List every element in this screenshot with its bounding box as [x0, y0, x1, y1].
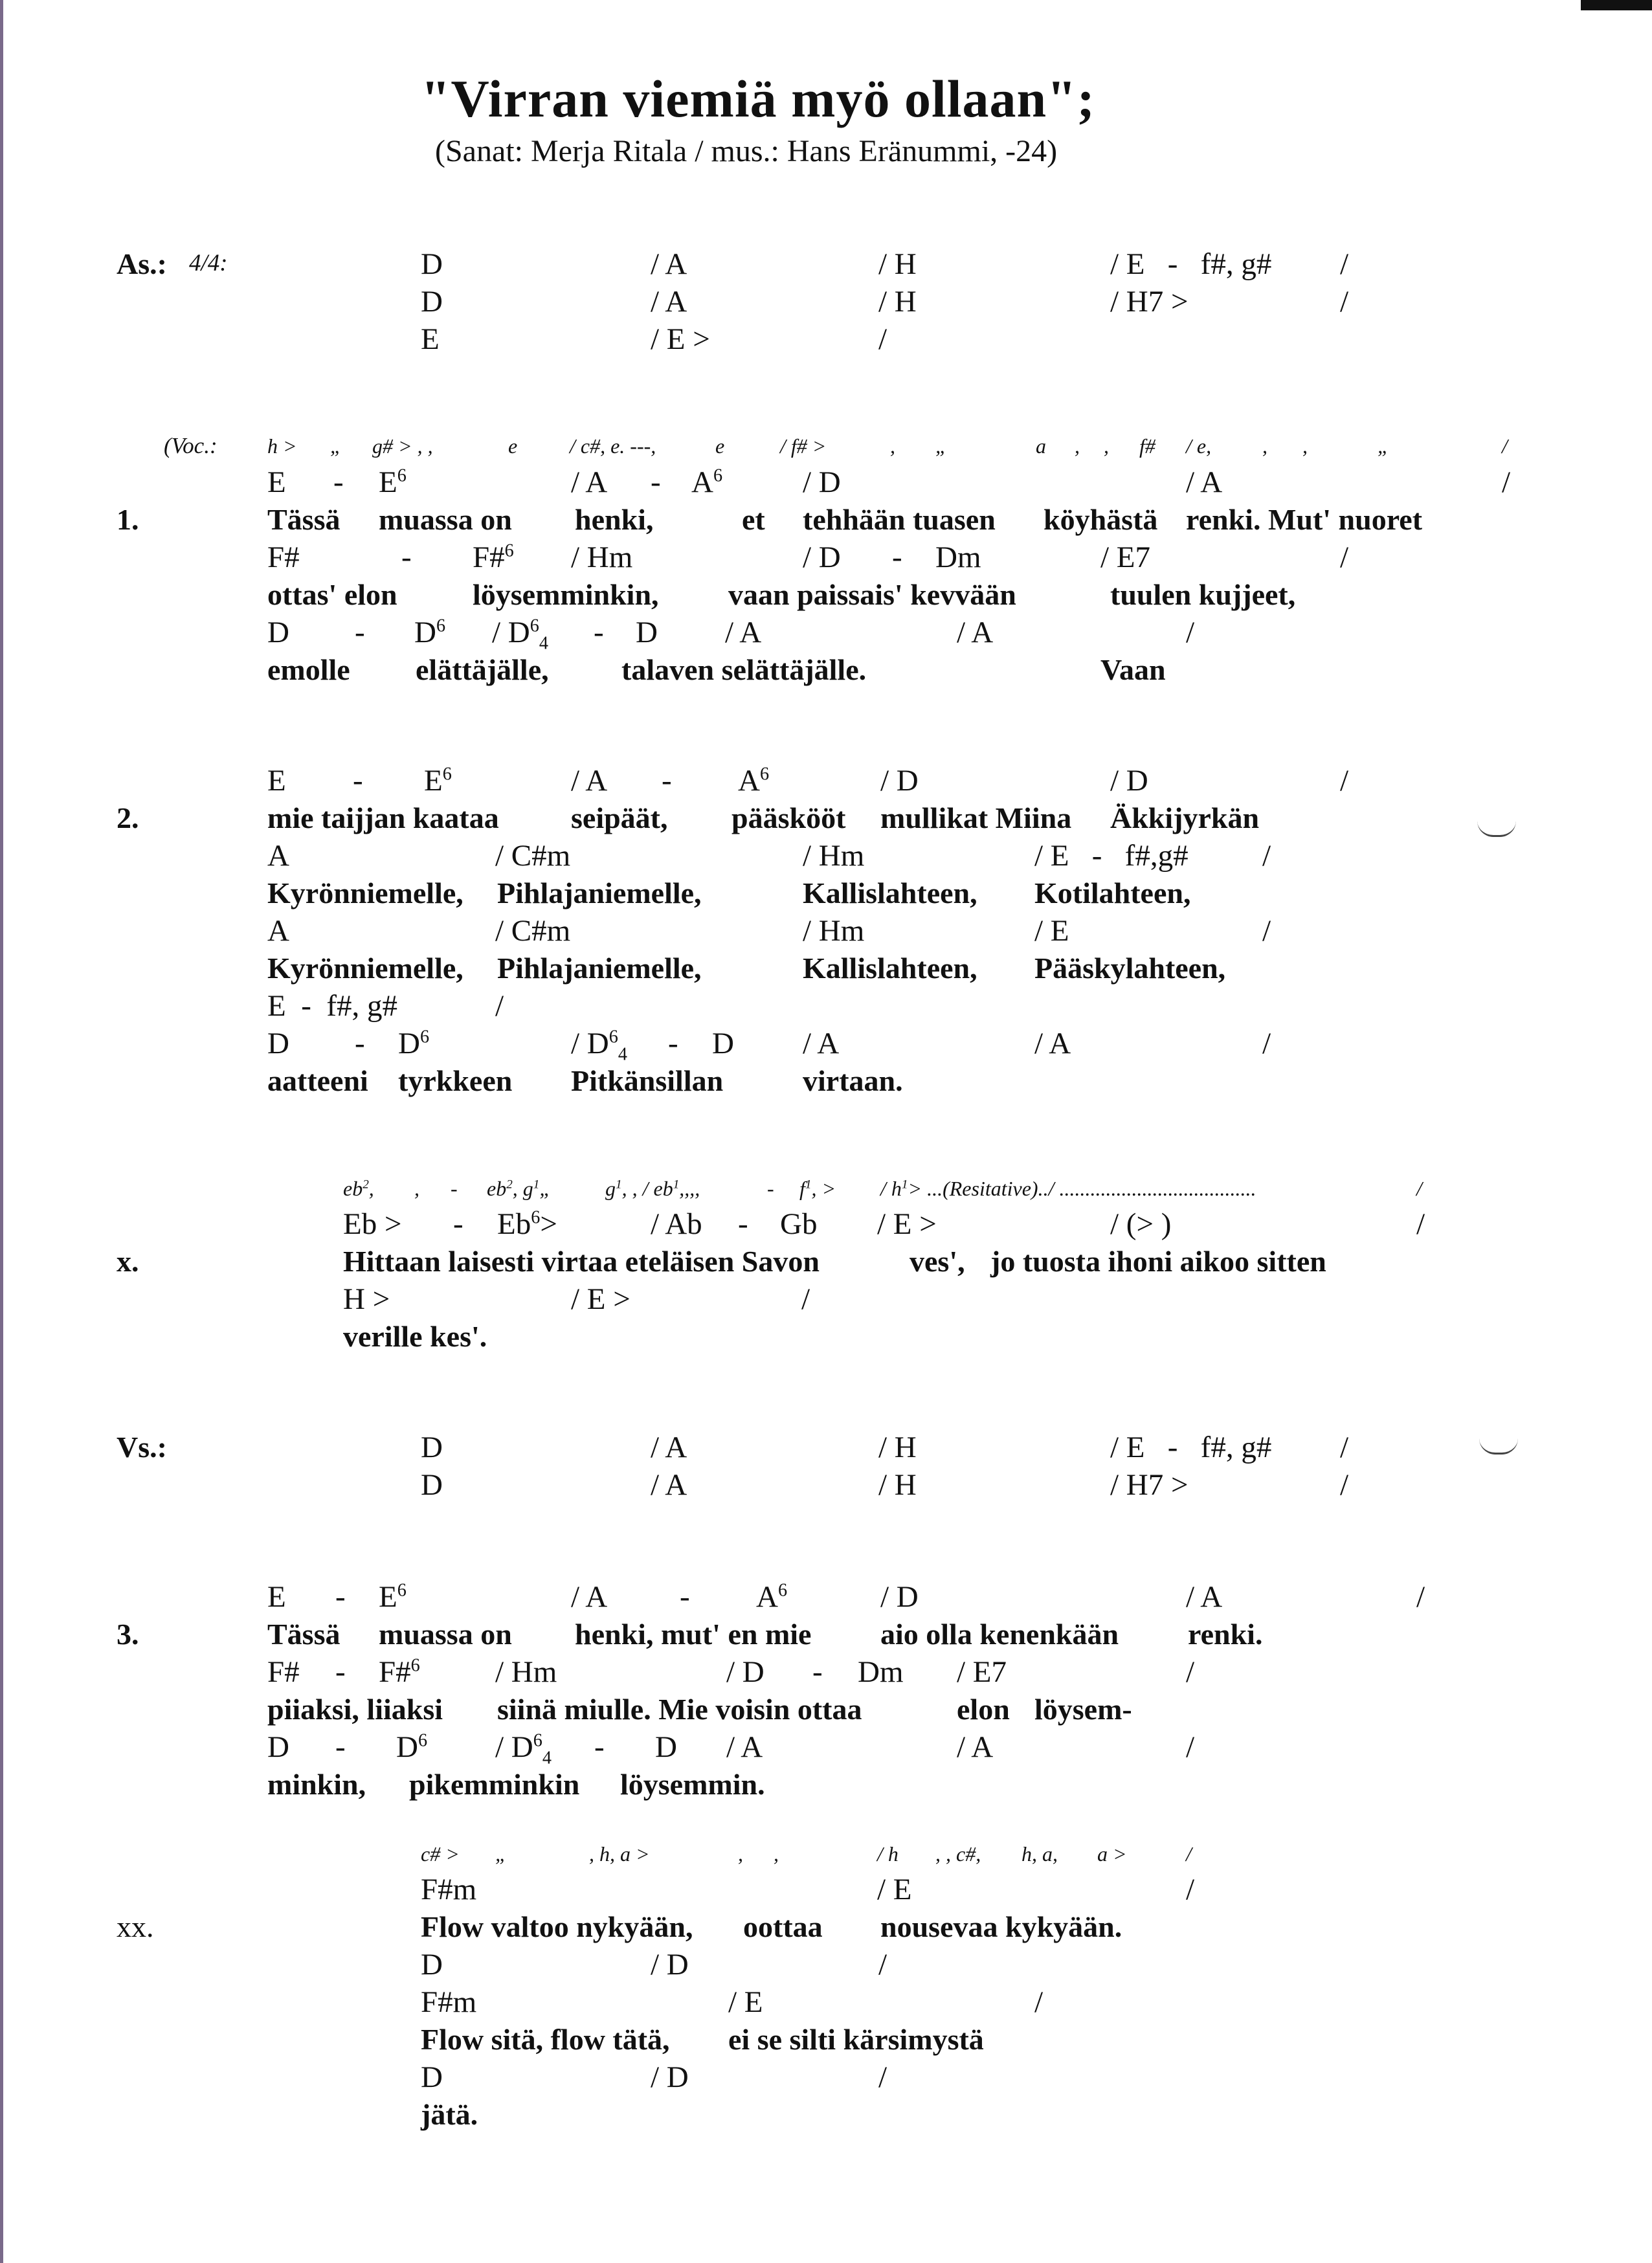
lyric: elon [957, 1693, 1010, 1726]
chord: / E [728, 1985, 763, 2019]
melody-note: „ [495, 1842, 507, 1866]
lyric: henki, mut' en mie [575, 1618, 812, 1651]
melody-note: e [508, 434, 518, 458]
bar-line: / [1340, 764, 1349, 797]
bar-line: / [878, 322, 887, 356]
melody-note: c# > [421, 1842, 460, 1866]
lyric: Kyrönniemelle, [267, 876, 463, 909]
chord: D [267, 1730, 289, 1764]
chord: / E7 [1100, 541, 1151, 574]
lyric: virtaan. [803, 1064, 903, 1097]
chord: D [267, 1027, 289, 1060]
chord: $D^6$ [398, 1027, 430, 1060]
bar-line: / [1416, 1580, 1425, 1614]
melody-note: - [767, 1177, 774, 1200]
lyric: Tässä [267, 1618, 340, 1651]
melody-note: / h [877, 1842, 899, 1866]
chord: / E [877, 1873, 912, 1906]
scan-blemish [1479, 1438, 1518, 1455]
chord: $E^6$ [379, 1580, 407, 1614]
label-outro: Vs.: [117, 1431, 167, 1464]
label-verse-1: 1. [117, 503, 139, 536]
chord: / D [803, 541, 841, 574]
lyric: Flow valtoo nykyään, [421, 1910, 693, 1943]
chord: - [355, 616, 365, 649]
chord: E [267, 465, 286, 499]
chord: - [892, 541, 902, 574]
bar-line: / [1186, 1730, 1195, 1764]
chord: / Hm [495, 1655, 557, 1689]
chord: / D [651, 2060, 689, 2094]
chord: / A [1034, 1027, 1071, 1060]
chord: / A [651, 247, 687, 281]
chord: - [353, 764, 363, 797]
chord: F#m [421, 1873, 477, 1906]
melody-note: , [774, 1842, 779, 1866]
chord: / A [651, 285, 687, 318]
chord: - [335, 1730, 346, 1764]
chord: $Eb^6>$ [497, 1207, 557, 1241]
lyric: Pääskylahteen, [1034, 952, 1226, 985]
chord: - [355, 1027, 365, 1060]
chord: $D^6$ [414, 616, 446, 649]
lyric: Pihlajaniemelle, [497, 876, 702, 909]
chord: - [812, 1655, 823, 1689]
page-title: "Virran viemiä myö ollaan"; [421, 69, 1095, 128]
melody-note: - [451, 1177, 458, 1200]
chord: D [421, 2060, 443, 2094]
lyric: löysemminkin, [473, 578, 659, 611]
lyric: vaan paissais' kevvään [728, 578, 1016, 611]
bar-line: / [495, 989, 504, 1023]
chord: / H [878, 1468, 917, 1502]
chord: - [333, 465, 344, 499]
chord: - [594, 616, 604, 649]
chord: / H [878, 1431, 917, 1464]
lyric: löysem- [1034, 1693, 1132, 1726]
label-verse-3: 3. [117, 1618, 139, 1651]
lyric: Äkkijyrkän [1110, 801, 1260, 834]
chord: A [267, 914, 289, 948]
lyric: renki. Mut' nuoret [1186, 503, 1423, 536]
page-subtitle: (Sanat: Merja Ritala / mus.: Hans Eränummi, -24) [435, 134, 1058, 168]
chord: / E - f#,g# [1034, 839, 1189, 873]
chord: / Hm [571, 541, 633, 574]
chord: - [335, 1655, 346, 1689]
lyric: Kyrönniemelle, [267, 952, 463, 985]
melody-note: $eb^2$, $g^1„$ [487, 1177, 552, 1200]
lyric: mullikat Miina [880, 801, 1072, 834]
bar-line: / [1502, 434, 1508, 458]
chord: F# [267, 541, 300, 574]
chord: / A [803, 1027, 840, 1060]
bar-line: / [1340, 541, 1349, 574]
chord: / $D^6_4$ [495, 1730, 552, 1768]
lyric: Hittaan laisesti virtaa eteläisen Savon [343, 1245, 820, 1278]
chord: - [594, 1730, 605, 1764]
chord: - [668, 1027, 678, 1060]
chord: Gb [780, 1207, 818, 1241]
bar-line: / [1340, 285, 1349, 318]
melody-note: $g^1$, , / $eb^1$,,,, [605, 1177, 700, 1200]
chord: - [738, 1207, 748, 1241]
chord: D [421, 1468, 443, 1502]
chord: F#$^6$ [379, 1655, 420, 1689]
melody-note: $eb^2$, [343, 1177, 374, 1200]
chord: / H7 > [1110, 285, 1189, 318]
lyric: Kallislahteen, [803, 876, 977, 909]
lyric: muassa on [379, 503, 512, 536]
lyric: jo tuosta ihoni aikoo sitten [990, 1245, 1326, 1278]
lyric: ei se silti kärsimystä [728, 2023, 984, 2056]
chord: / E7 [957, 1655, 1007, 1689]
scan-blemish [1477, 821, 1516, 837]
chord: / Ab [651, 1207, 702, 1241]
chord: E [267, 1580, 286, 1614]
chord: / $D^6_4$ [492, 616, 548, 654]
chord: / C#m [495, 914, 571, 948]
chord: - [401, 541, 412, 574]
chord: E [421, 322, 440, 356]
chord: $E^6$ [379, 465, 407, 499]
lyric: tuulen kujjeet, [1110, 578, 1296, 611]
chord: Eb > [343, 1207, 402, 1241]
chord: / Hm [803, 914, 865, 948]
melody-note: a > [1097, 1842, 1127, 1866]
lyric: pikemminkin [409, 1768, 580, 1801]
melody-note: , [1262, 434, 1267, 458]
lyric: Vaan [1100, 653, 1166, 686]
chord: $E^6$ [424, 764, 452, 797]
chord: / A [1186, 1580, 1223, 1614]
lyric: ves', [910, 1245, 965, 1278]
label-voc: (Voc.: [164, 433, 218, 458]
lyric: mie taijjan kaataa [267, 801, 499, 834]
lyric: et [742, 503, 765, 536]
chord: / A [957, 1730, 994, 1764]
chord: / A [726, 1730, 763, 1764]
chord: / E > [651, 322, 710, 356]
lyric: seipäät, [571, 801, 668, 834]
lyric: nousevaa kykyään. [880, 1910, 1122, 1943]
chord: / A [571, 764, 608, 797]
chord: $D^6$ [396, 1730, 428, 1764]
melody-note: , [890, 434, 895, 458]
bar-line: / [1186, 616, 1195, 649]
chord: / E > [877, 1207, 937, 1241]
bar-line: / [1186, 1655, 1195, 1689]
melody-note: „ [935, 434, 947, 458]
lyric: Pitkänsillan [571, 1064, 724, 1097]
bar-line: / [1262, 1027, 1271, 1060]
chord: / A [571, 465, 608, 499]
chord: - [453, 1207, 463, 1241]
melody-note: / c#, e. ---, [570, 434, 656, 458]
scan-corner-mark [1581, 0, 1652, 10]
chord: F#m [421, 1985, 477, 2019]
melody-note: / $h^1>$ ...(Resitative)../ ...................................... [880, 1177, 1256, 1200]
chord: - [335, 1580, 346, 1614]
label-verse-2: 2. [117, 801, 139, 834]
bar-line: / [1340, 1431, 1349, 1464]
melody-note: , [1075, 434, 1080, 458]
bar-line: / [878, 1948, 887, 1981]
lyric: Pihlajaniemelle, [497, 952, 702, 985]
melody-note: , [414, 1177, 419, 1200]
chord: - [662, 764, 672, 797]
chord: / A [651, 1431, 687, 1464]
chord: - [651, 465, 661, 499]
melody-note: , [1302, 434, 1308, 458]
chord: / D [803, 465, 841, 499]
lyric: köyhästä [1044, 503, 1158, 536]
chord: D [421, 1431, 443, 1464]
lyric: ottas' elon [267, 578, 397, 611]
label-intro-time: 4/4: [189, 250, 228, 276]
melody-note: , [1104, 434, 1109, 458]
melody-note: „ [330, 434, 342, 458]
chord: $A^6$ [756, 1580, 788, 1614]
bar-line: / [1340, 1468, 1349, 1502]
bar-line: / [1034, 1985, 1044, 2019]
lyric: minkin, [267, 1768, 366, 1801]
melody-note: / e, [1186, 434, 1212, 458]
lyric: jätä. [421, 2098, 478, 2131]
lyric: emolle [267, 653, 350, 686]
chord: F#$^6$ [473, 541, 514, 574]
chord: D [655, 1730, 677, 1764]
label-intro: As.: [117, 247, 167, 280]
chord: F# [267, 1655, 300, 1689]
chord: / D [726, 1655, 765, 1689]
chord: / H [878, 247, 917, 281]
chord: Dm [935, 541, 981, 574]
bar-line: / [1416, 1177, 1422, 1200]
chord: / E [1034, 914, 1069, 948]
lyric: henki, [575, 503, 654, 536]
lyric: muassa on [379, 1618, 512, 1651]
chord: Dm [858, 1655, 904, 1689]
lyric: renki. [1188, 1618, 1263, 1651]
lyric: siinä miulle. Mie voisin ottaa [497, 1693, 862, 1726]
lyric: aio olla kenenkään [880, 1618, 1119, 1651]
page-left-edge [0, 0, 3, 2263]
chord: $A^6$ [691, 465, 723, 499]
chord: D [636, 616, 658, 649]
lyric: löysemmin. [620, 1768, 765, 1801]
chord: / D [880, 1580, 919, 1614]
melody-note: / f# > [780, 434, 827, 458]
melody-note: a [1036, 434, 1046, 458]
chord: D [712, 1027, 734, 1060]
lyric: Tässä [267, 503, 340, 536]
label-verse-xx: xx. [117, 1910, 154, 1943]
chord: / D [1110, 764, 1148, 797]
chord: D [267, 616, 289, 649]
melody-note: e [715, 434, 725, 458]
lyric: talaven selättäjälle. [621, 653, 867, 686]
bar-line: / [1502, 465, 1511, 499]
chord: / A [571, 1580, 608, 1614]
melody-note: „ [1378, 434, 1389, 458]
bar-line: / [1186, 1842, 1192, 1866]
chord: / Hm [803, 839, 865, 873]
chord: D [421, 247, 443, 281]
melody-note: f# [1139, 434, 1155, 458]
lyric: piiaksi, liiaksi [267, 1693, 443, 1726]
chord: / D [651, 1948, 689, 1981]
chord: H > [343, 1282, 390, 1316]
melody-note: , [738, 1842, 743, 1866]
bar-line: / [878, 2060, 887, 2094]
lyric: Kallislahteen, [803, 952, 977, 985]
label-verse-x: x. [117, 1245, 139, 1278]
chord: / H7 > [1110, 1468, 1189, 1502]
bar-line: / [1186, 1873, 1195, 1906]
chord: / A [725, 616, 762, 649]
chord: / D [880, 764, 919, 797]
melody-note: , , c#, [935, 1842, 981, 1866]
lyric: verille kes'. [343, 1320, 487, 1353]
melody-note: g# > , , [372, 434, 433, 458]
melody-note: h, a, [1021, 1842, 1058, 1866]
bar-line: / [1340, 247, 1349, 281]
chord: $A^6$ [738, 764, 770, 797]
chord: / E > [571, 1282, 631, 1316]
lyric: tyrkkeen [398, 1064, 513, 1097]
bar-line: / [1262, 914, 1271, 948]
chord: / E - f#, g# [1110, 247, 1272, 281]
chord: / C#m [495, 839, 571, 873]
chord: E [267, 764, 286, 797]
chord: / $D^6_4$ [571, 1027, 627, 1065]
lyric: oottaa [743, 1910, 823, 1943]
bar-line: / [801, 1282, 810, 1316]
lyric: pääskööt [731, 801, 846, 834]
melody-note: $f^1$, > [799, 1177, 836, 1200]
chord: / A [957, 616, 994, 649]
chord: / H [878, 285, 917, 318]
chord: / (> ) [1110, 1207, 1172, 1241]
chord: / A [651, 1468, 687, 1502]
lyric: elättäjälle, [416, 653, 549, 686]
bar-line: / [1262, 839, 1271, 873]
melody-note: , h, a > [589, 1842, 650, 1866]
melody-note: h > [267, 434, 297, 458]
chord: D [421, 285, 443, 318]
chord: / E - f#, g# [1110, 1431, 1272, 1464]
lyric: Kotilahteen, [1034, 876, 1191, 909]
lyric: Flow sitä, flow tätä, [421, 2023, 670, 2056]
chord: E - f#, g# [267, 989, 398, 1023]
chord: A [267, 839, 289, 873]
chord: / A [1186, 465, 1223, 499]
chord: D [421, 1948, 443, 1981]
bar-line: / [1416, 1207, 1425, 1241]
lyric: tehhään tuasen [803, 503, 996, 536]
lyric: aatteeni [267, 1064, 368, 1097]
chord: - [680, 1580, 690, 1614]
